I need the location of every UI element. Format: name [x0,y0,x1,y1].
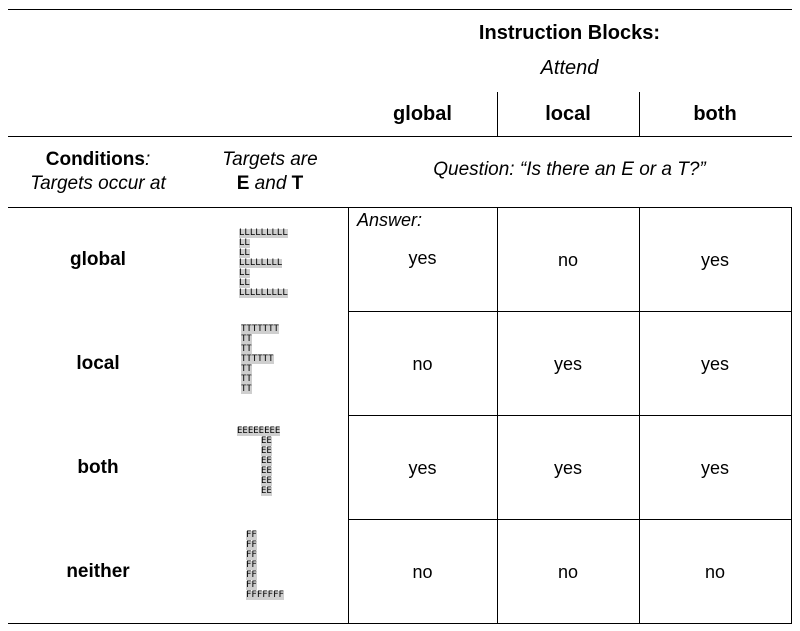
figure-line: TTTTTT [241,354,274,364]
answer-cell: yes [700,458,729,478]
question-label: Question: “Is there an E or a T?” [433,159,706,180]
figure-line: LL [239,238,250,248]
answer-cell: yes [408,458,437,478]
conditions-label [8,149,188,171]
figure-line: LL [239,278,250,288]
answer-label: Answer: [357,210,423,230]
answer-cell: no [704,562,726,582]
target-e: E [236,173,250,194]
answer-cell: no [412,562,433,582]
answer-cell: yes [553,354,582,374]
figure-line: FF [246,580,257,590]
figure-line: EE [261,466,272,476]
answer-cell: yes [700,250,729,270]
figure-line: EE [261,446,272,456]
target-and: and [249,173,292,194]
row-label-both: both [77,457,119,478]
figure-line: LL [239,248,250,258]
figure-line: FFFFFFF [246,590,284,600]
row-rule-1 [348,311,792,312]
targets-are-label: Targets are [222,149,318,170]
header-rule [8,136,792,137]
figure-line: EE [261,436,272,446]
conditions-bold: Conditions [45,149,145,170]
answer-cell: yes [553,458,582,478]
figure-line: FF [246,530,257,540]
col-divider-0 [348,207,349,623]
figure-line: EE [261,456,272,466]
figure-line: TT [241,334,252,344]
answer-cell: yes [408,248,437,268]
figure-line: LLLLLLLLL [239,288,288,298]
row-rule-2 [348,415,792,416]
figure-line: EEEEEEEE [237,426,281,436]
row-label-local: local [76,353,120,374]
row-rule-3 [348,519,792,520]
figure-line: LLLLLLLLL [239,228,288,238]
col-divider-3 [791,207,792,623]
answer-cell: no [557,250,579,270]
figure-line: FF [246,570,257,580]
answer-cell: no [557,562,579,582]
figure-line: TTTTTTT [241,324,279,334]
subheader-rule [8,207,792,208]
target-t: T [291,173,304,194]
answer-cell: yes [700,354,729,374]
figure-line: LL [239,268,250,278]
figure-line: FF [246,550,257,560]
attend-label: Attend [540,57,599,79]
figure-line: TT [241,384,252,394]
row-label-global: global [70,249,126,270]
figure-line: TT [241,374,252,384]
figure-line: EE [261,476,272,486]
figure-line: FF [246,560,257,570]
top-rule [8,9,792,10]
row-label-neither: neither [66,561,130,582]
bottom-rule [8,623,792,624]
targets-letters [195,173,345,195]
conditions-sublabel: Targets occur at [30,173,166,194]
figure-line: TT [241,364,252,374]
figure-line: TT [241,344,252,354]
figure-line: LLLLLLLL [239,258,283,268]
answer-cell: no [412,354,433,374]
column-header-both: both [693,103,737,125]
column-header-global: global [393,103,452,125]
column-header-local: local [545,103,591,125]
figure-line: FF [246,540,257,550]
instruction-blocks-title: Instruction Blocks: [478,22,661,44]
figure-line: EE [261,486,272,496]
conditions-colon: : [144,149,151,170]
